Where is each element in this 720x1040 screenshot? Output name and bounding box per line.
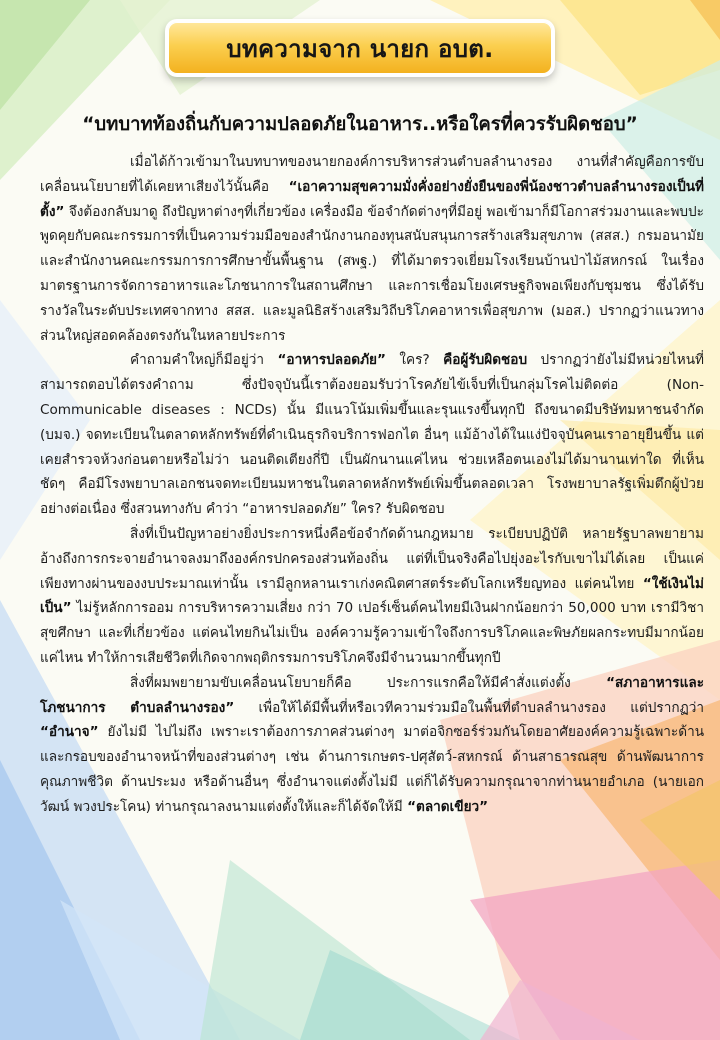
article-banner — [168, 22, 552, 74]
paragraph-3-run-1: สิ่งที่เป็นปัญหาอย่างยิ่งประการหนึ่งคือข้อจำกัดด้านกฎหมาย ระเบียบปฏิบัติ หลายรัฐบาลพยายามอ้างถึงการกระจายอำนาจลงมาถึงองค์กรปกครองส่วนท้องถิ่น แต่ที่เป็นจริงคือไปยุ่งอะไรกับเขาไม่ได้เลย เป็นแค่เพียงทางผ่านของงบประมาณเท่านั้น เรามีลูกหลานเราเก่งคณิตศาสตร์ระดับโลกเหรียญทอง แต่คนไทย — [40, 525, 704, 592]
paragraph-2-run-1: คำถามคำใหญ่ก็มีอยู่ว่า — [130, 352, 278, 369]
paragraph-4-run-3: เพื่อให้ได้มีพื้นที่หรือเวทีความร่วมมือในพื้นที่ตำบลลำนางรอง แต่ปรากฏว่า — [234, 699, 704, 716]
paragraph-1-run-1: เมื่อได้ก้าวเข้ามาในบทบาทของนายกองค์การบริหารส่วนตำบลลำนางรอง งานที่สำคัญคือการขับเคลื่อนนโยบายที่ได้เคยหาเสียงไว้นั้นคือ — [40, 154, 704, 195]
paragraph-2-run-4: คือผู้รับผิดชอบ — [443, 352, 528, 369]
paragraph-1 — [40, 150, 704, 348]
paragraph-4-run-4: “อำนาจ” — [40, 724, 99, 741]
banner-title: บทความจาก นายก อบต. — [226, 34, 494, 63]
article-body — [40, 150, 704, 820]
paragraph-2 — [40, 348, 704, 522]
paragraph-2-run-5: ปรากฏว่ายังไม่มีหน่วยไหนที่สามารถตอบได้ตรงคำถาม ซึ่งปัจจุบันนี้เราต้องยอมรับว่าโรคภัยไข้เจ็บที่เป็นกลุ่มโรคไม่ติดต่อ (Non-Communicable diseases : NCDs) นั้น มีแนวโน้มเพิ่มขึ้นและรุนแรงขึ้นทุกปี ถึงขนาดมีบริษัทมหาชนจำกัด (บมจ.) จดทะเบียนในตลาดหลักทรัพย์ที่ดำเนินธุรกิจบริการฟอกไต อื่นๆ แม้อ้างได้ในแง่ปัจจุบันคนเราอายุยืนขึ้น แต่เคยสำรวจห้วงก่อนตายหรือไม่ว่า นอนติดเตียงกี่ปี เป็นผักนานแค่ไหน ช่วยเหลือตนเองไม่ได้มานานเท่าใด ที่เห็นชัดๆ คือมีโรงพยาบาลเอกชนจดทะเบียนมหาชนในตลาดหลักทรัพย์เพิ่มขึ้นตลอดเวลา โรงพยาบาลรัฐเพิ่มตึกผู้ป่วยอย่างต่อเนื่อง ซึ่งสวนทางกับ คำว่า “อาหารปลอดภัย” ใคร? รับผิดชอบ — [40, 352, 704, 518]
paragraph-1-run-3: จึงต้องกลับมาดู ถึงปัญหาต่างๆที่เกี่ยวข้อง เครื่องมือ ข้อจำกัดต่างๆที่มีอยู่ พอเข้ามาก็มีโอกาสร่วมงานและพบปะพูดคุยกับคณะกรรมการที่เป็นความร่วมมือของสำนักงานกองทุนสนับสนุนการสร้างเสริมสุขภาพ (สสส.) กรมอนามัย และสำนักงานคณะกรรมการการศึกษาขั้นพื้นฐาน (สพฐ.) ที่ได้มาตรวจเยี่ยมโรงเรียนบ้านป่าไม้สหกรณ์ ในเรื่องมาตรฐานการจัดการอาหารและโภชนาการในสถานศึกษา และการเชื่อมโยงเศรษฐกิจพอเพียงกับชุมชน ซึ่งได้รับรางวัลในระดับประเทศจากทาง สสส. และมูลนิธิสร้างเสริมวิถีบริโภคอาหารเพื่อสุขภาพ (มอส.) ปรากฏว่าแนวทางส่วนใหญ่สอดคล้องตรงกันในหลายประการ — [40, 203, 704, 344]
paragraph-4 — [40, 671, 704, 820]
paragraph-4-run-1: สิ่งที่ผมพยายามขับเคลื่อนนโยบายก็คือ ประการแรกคือให้มีคำสั่งแต่งตั้ง — [130, 674, 607, 691]
paragraph-4-run-6: “ตลาดเขียว” — [407, 798, 489, 815]
paragraph-2-run-2: “อาหารปลอดภัย” — [277, 352, 386, 369]
paragraph-1-run-2: “เอาความสุขความมั่งคั่งอย่างยั่งยืนของพี่น้องชาวตำบลลำนางรองเป็นที่ตั้ง” — [40, 178, 704, 220]
paragraph-3-run-3: ไม่รู้หลักการออม การบริหารความเสี่ยง กว่า 70 เปอร์เซ็นต์คนไทยมีเงินฝากน้อยกว่า 50,000 บาท เรามีวิชาสุขศึกษา และที่เกี่ยวข้อง แต่คนไทยกินไม่เป็น องค์ความรู้ความเข้าใจถึงการบริโภคและพิษภัยผลกระทบมีมากน้อยแค่ไหน ทำให้การเสียชีวิตที่เกิดจากพฤติกรรมการบริโภคจึงมีจำนวนมากขึ้นทุกปี — [40, 600, 704, 666]
paragraph-4-run-5: ยังไม่มี ไปไม่ถึง เพราะเราต้องการภาคส่วนต่างๆ มาต่อจิกซอร์ร่วมกันโดยอาศัยองค์ความรู้เฉพาะด้านและกรอบของอำนาจหน้าที่ของส่วนต่างๆ เช่น ด้านการเกษตร-ปศุสัตว์-สหกรณ์ ด้านสาธารณสุข ด้านพัฒนาการคุณภาพชีวิต ด้านประมง หรือด้านอื่นๆ ซึ่งอำนาจแต่งตั้งไม่มี แต่ก็ได้รับความกรุณาจากท่านนายอำเภอ (นายเอกวัฒน์ พวงประโคน) ท่านกรุณาลงนามแต่งตั้งให้และก็ได้จัดให้มี — [40, 724, 704, 815]
paragraph-2-run-3: ใคร? — [385, 352, 444, 369]
paragraph-4-run-2: “สภาอาหารและโภชนาการ ตำบลลำนางรอง” — [40, 674, 704, 716]
article-headline: “บทบาทท้องถิ่นกับความปลอดภัยในอาหาร..หรือใครที่ควรรับผิดชอบ” — [82, 114, 638, 135]
paragraph-3-run-2: “ใช้เงินไม่เป็น” — [40, 575, 704, 617]
paragraph-3 — [40, 522, 704, 671]
